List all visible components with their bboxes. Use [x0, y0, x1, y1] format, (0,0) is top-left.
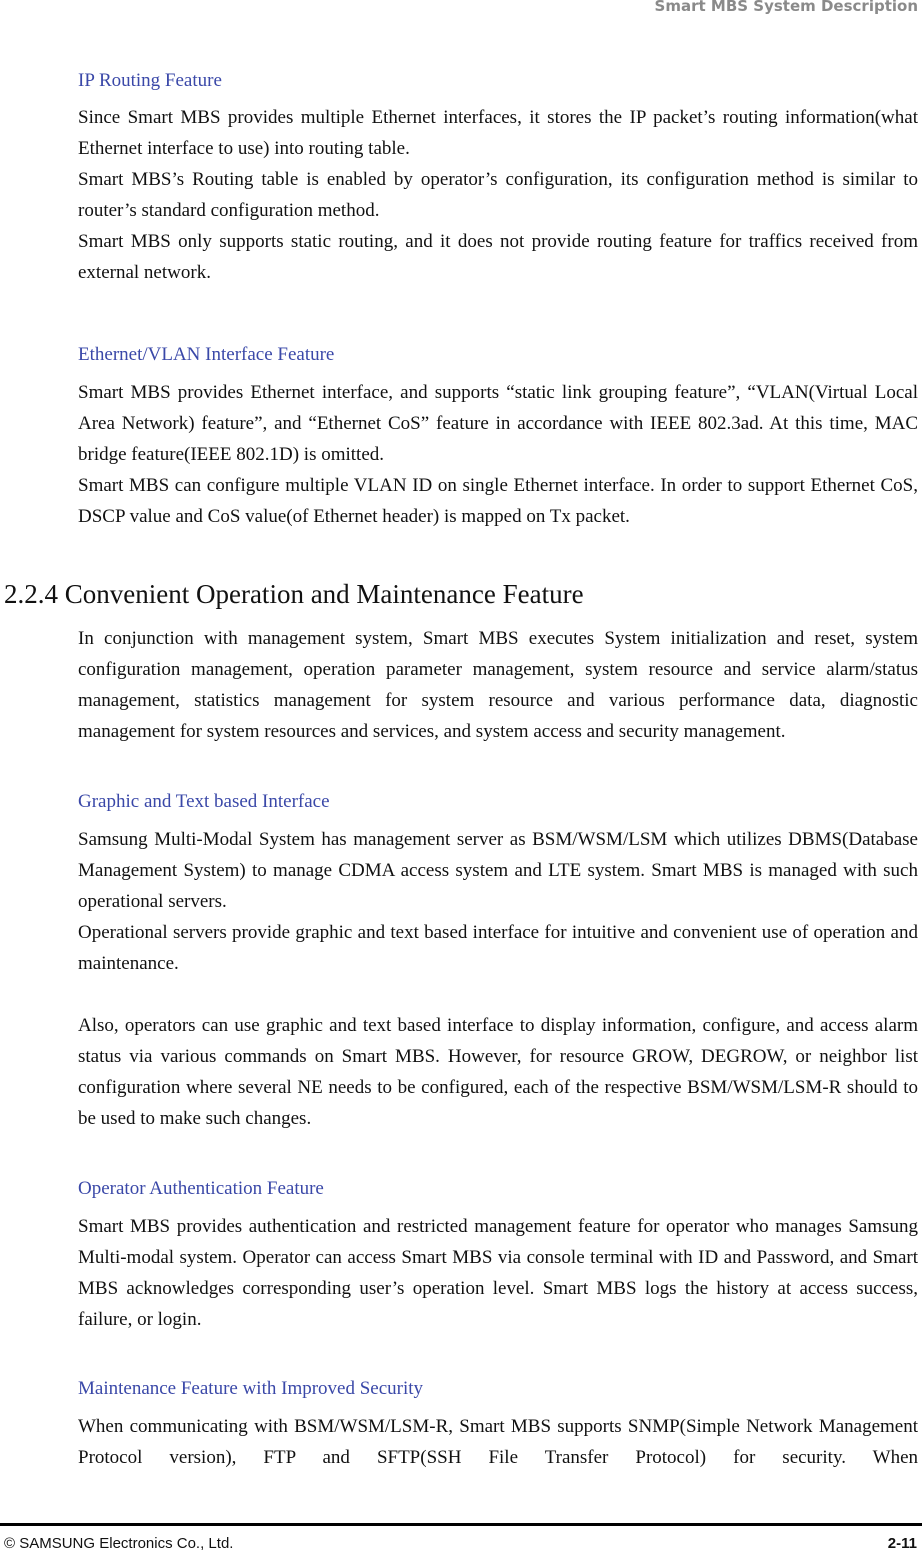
paragraph: Smart MBS can configure multiple VLAN ID on single Ethernet interface. In order to support Ethernet CoS, DSCP value and CoS value(of Ethernet header) is mapped on Tx packet. [78, 475, 918, 527]
paragraph: Samsung Multi-Modal System has management server as BSM/WSM/LSM which utilizes DBMS(Database Management System) to manage CDMA access system and LTE system. Smart MBS is managed with such operational servers. [78, 829, 918, 912]
paragraph: Since Smart MBS provides multiple Ethernet interfaces, it stores the IP packet’s routing information(what Ethernet interface to use) into routing table. [78, 107, 918, 159]
chapter-heading: 2.2.4 Convenient Operation and Maintenance Feature [4, 579, 584, 609]
section-heading: Operator Authentication Feature [78, 1178, 324, 1199]
running-header: Smart MBS System Description [654, 0, 918, 15]
paragraph: Smart MBS’s Routing table is enabled by operator’s configuration, its configuration method is similar to router’s standard configuration method. [78, 169, 918, 221]
section-heading: Graphic and Text based Interface [78, 791, 330, 812]
paragraph: Smart MBS provides authentication and restricted management feature for operator who manages Samsung Multi-modal system. Operator can access Smart MBS via console terminal with ID and Password, and Smart MBS acknowledges corresponding user’s operation level. Smart MBS logs the history at access success, failure, or login. [78, 1216, 918, 1330]
paragraph: In conjunction with management system, Smart MBS executes System initialization and reset, system configuration management, operation parameter management, system resource and service alarm/status management, statistics management for system resource and various performance data, diagnostic management for system resources and services, and system access and security management. [78, 628, 918, 742]
paragraph: Also, operators can use graphic and text based interface to display information, configure, and access alarm status via various commands on Smart MBS. However, for resource GROW, DEGROW, or neighbor list configuration where several NE needs to be configured, each of the respective BSM/WSM/LSM-R should to be used to make such changes. [78, 1015, 918, 1129]
section-heading: Ethernet/VLAN Interface Feature [78, 344, 335, 365]
section-body [78, 824, 918, 1134]
chapter-intro [78, 623, 918, 747]
section-body [78, 1411, 918, 1473]
paragraph: When communicating with BSM/WSM/LSM-R, Smart MBS supports SNMP(Simple Network Management Protocol version), FTP and SFTP(SSH File Transfer Protocol) for security. When [78, 1416, 918, 1468]
paragraph: Operational servers provide graphic and text based interface for intuitive and convenient use of operation and maintenance. [78, 922, 918, 974]
page-number: 2-11 [887, 1535, 917, 1552]
section-body [78, 1211, 918, 1335]
section-body [78, 102, 918, 288]
section-body [78, 377, 918, 532]
paragraph: Smart MBS only supports static routing, and it does not provide routing feature for traffics received from external network. [78, 231, 918, 283]
section-heading: IP Routing Feature [78, 70, 222, 91]
section-heading: Maintenance Feature with Improved Security [78, 1378, 424, 1399]
paragraph: Smart MBS provides Ethernet interface, and supports “static link grouping feature”, “VLAN(Virtual Local Area Network) feature”, and “Ethernet CoS” feature in accordance with IEEE 802.3ad. At this time, MAC bridge feature(IEEE 802.1D) is omitted. [78, 382, 918, 465]
footer-copyright: © SAMSUNG Electronics Co., Ltd. [4, 1535, 234, 1552]
footer-divider [0, 1523, 922, 1526]
